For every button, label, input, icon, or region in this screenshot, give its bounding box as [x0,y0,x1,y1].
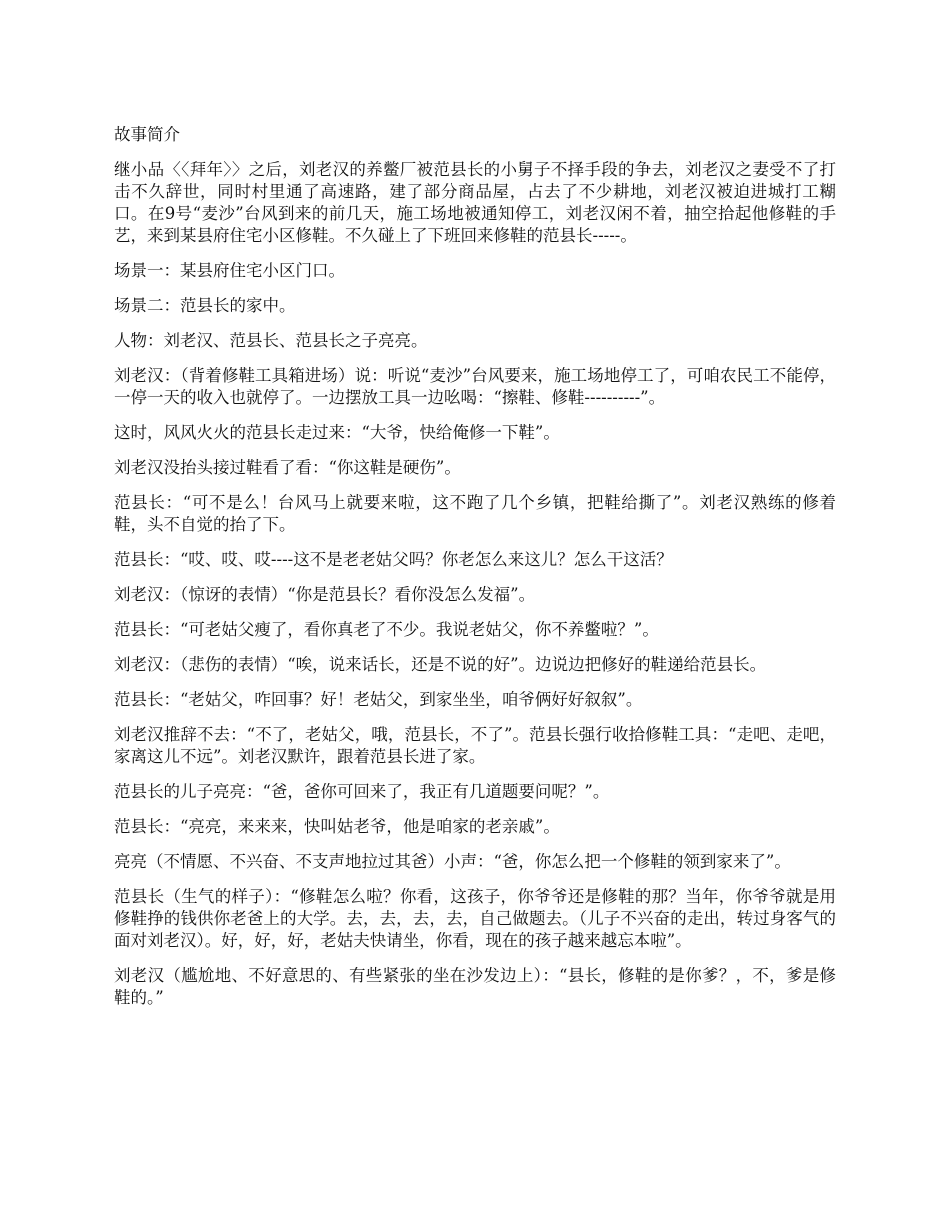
paragraph-scene-two: 场景二：范县长的家中。 [114,296,296,315]
document-page [114,124,836,1022]
dialogue-paragraph: 范县长：“老姑父，咋回事？好！老姑父，到家坐坐，咱爷俩好好叙叙”。 [114,690,643,709]
paragraph-scene-one: 场景一：某县府住宅小区门口。 [114,261,345,280]
dialogue-paragraph: 亮亮（不情愿、不兴奋、不支声地拉过其爸）小声：“爸，你怎么把一个修鞋的领到家来了”。 [114,852,791,871]
dialogue-paragraph: 范县长（生气的样子）：“修鞋怎么啦？你看，这孩子，你爷爷还是修鞋的那？当年，你爷爷就是用修鞋挣的钱供你老爸上的大学。去，去，去，去，自己做题去。（儿子不兴奋的走出，转过身客气的面对刘老汉）。好，好，好，老姑夫快请坐，你看，现在的孩子越来越忘本啦”。 [114,887,836,950]
dialogue-paragraph: 刘老汉：（背着修鞋工具箱进场）说：听说“麦沙”台风要来，施工场地停工了，可咱农民工不能停，一停一天的收入也就停了。一边摆放工具一边吆喝：“擦鞋、修鞋----------”。 [114,366,836,407]
dialogue-paragraph: 刘老汉没抬头接过鞋看了看：“你这鞋是硬伤”。 [114,458,461,477]
dialogue-paragraph: 范县长：“可老姑父瘦了，看你真老了不少。我说老姑父，你不养鳖啦？”。 [114,620,659,639]
dialogue-paragraph: 范县长：“哎、哎、哎----这不是老老姑父吗？你老怎么来这儿？怎么干这活？ [114,550,673,569]
section-heading: 故事简介 [114,125,180,144]
paragraph-intro: 继小品〈〈拜年〉〉之后，刘老汉的养鳖厂被范县长的小舅子不择手段的争去，刘老汉之妻受不了打击不久辞世，同时村里通了高速路，建了部分商品屋，占去了不少耕地，刘老汉被迫进城打工糊口。在9号“麦沙”台风到来的前几天，施工场地被通知停工，刘老汉闲不着，抽空拾起他修鞋的手艺，来到某县府住宅小区修鞋。不久碰上了下班回来修鞋的范县长-----。 [114,160,836,245]
dialogue-paragraph: 范县长的儿子亮亮：“爸，爸你可回来了，我正有几道题要问呢？”。 [114,782,610,801]
dialogue-paragraph: 刘老汉：（悲伤的表情）“唉，说来话长，还是不说的好”。边说边把修好的鞋递给范县长。 [114,655,767,674]
dialogue-paragraph: 范县长：“亮亮，来来来，快叫姑老爷，他是咱家的老亲戚”。 [114,817,560,836]
dialogue-paragraph: 刘老汉推辞不去：“不了，老姑父，哦，范县长，不了”。范县长强行收拾修鞋工具：“走吧、走吧，家离这儿不远”。刘老汉默许，跟着范县长进了家。 [114,725,836,766]
dialogue-paragraph: 范县长：“可不是么！台风马上就要来啦，这不跑了几个乡镇，把鞋给撕了”。刘老汉熟练的修着鞋，头不自觉的抬了下。 [114,493,836,534]
dialogue-paragraph: 刘老汉（尴尬地、不好意思的、有些紧张的坐在沙发边上）：“县长，修鞋的是你爹？，不，爹是修鞋的。” [114,966,836,1007]
dialogue-paragraph: 刘老汉：（惊讶的表情）“你是范县长？看你没怎么发福”。 [114,585,536,604]
paragraph-characters: 人物：刘老汉、范县长、范县长之子亮亮。 [114,331,428,350]
dialogue-paragraph: 这时，风风火火的范县长走过来：“大爷，快给俺修一下鞋”。 [114,423,560,442]
